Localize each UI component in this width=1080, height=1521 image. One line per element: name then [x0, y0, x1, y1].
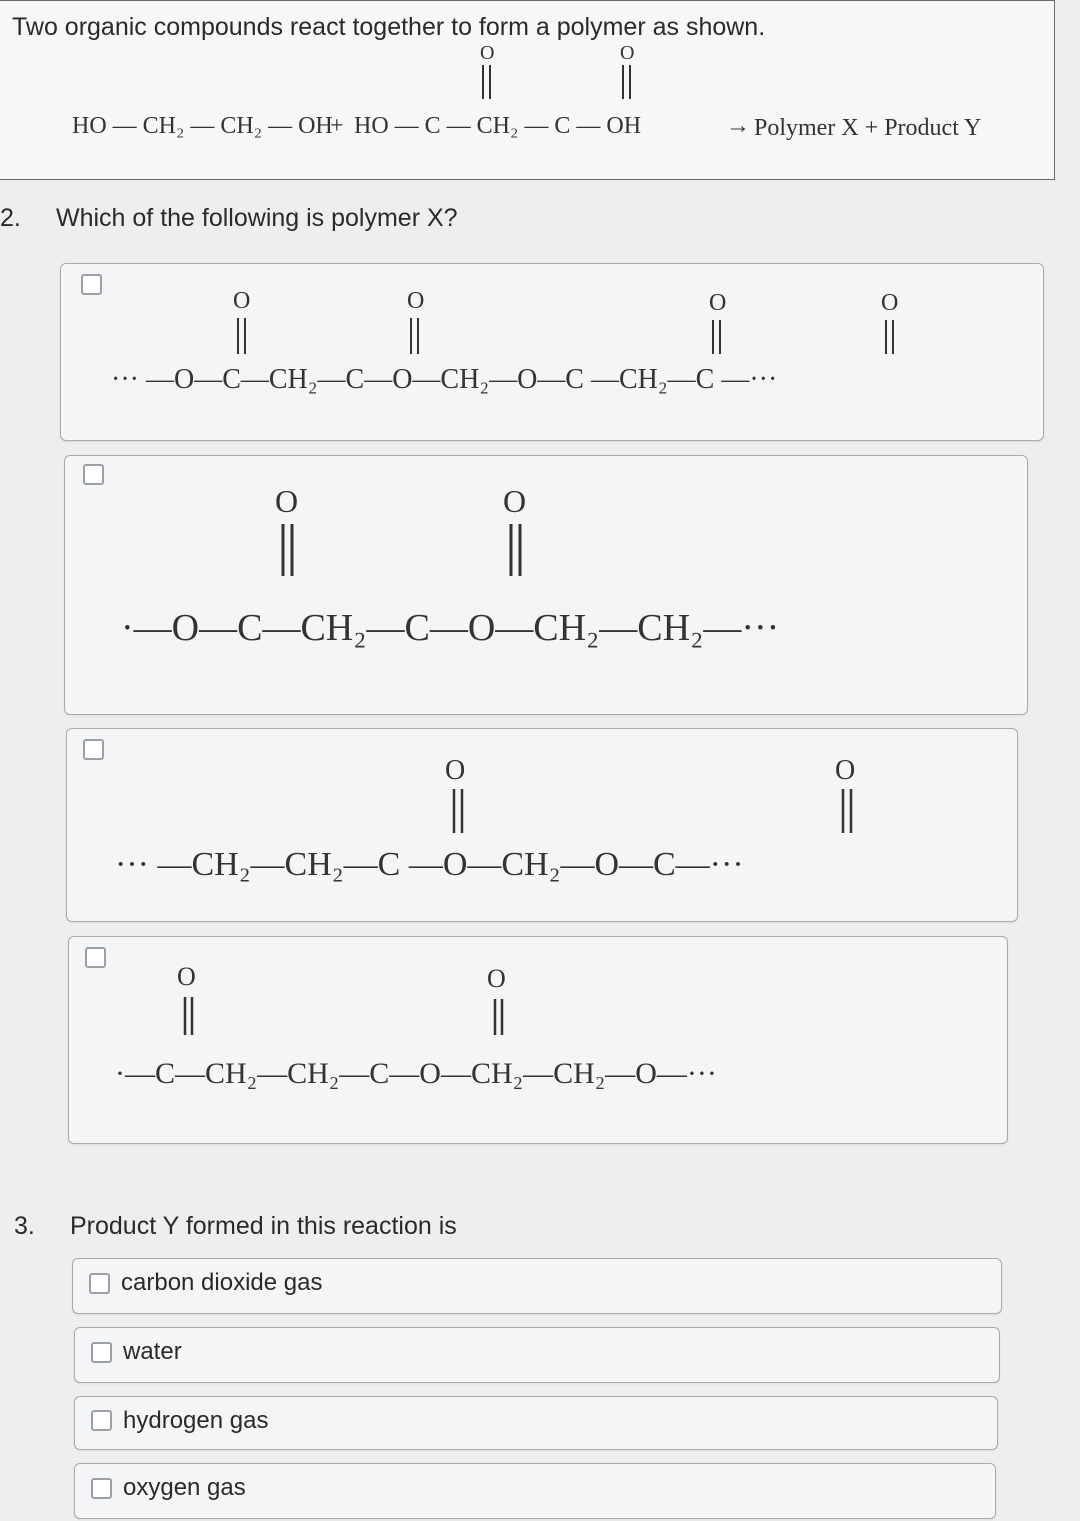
svg-text:O: O	[709, 290, 727, 316]
answer-label: hydrogen gas	[123, 1407, 269, 1434]
structure-b	[65, 456, 1027, 714]
svg-text:··· —CH₂—CH₂—C —O—CH₂—O—C—···: ··· —CH₂—CH₂—C —O—CH₂—O—C—···	[115, 846, 744, 883]
checkbox[interactable]	[89, 1273, 110, 1294]
svg-text:O: O	[275, 483, 299, 519]
answer-label: carbon dioxide gas	[121, 1269, 323, 1296]
svg-text:O: O	[881, 290, 899, 316]
carbonyl-o-1: O	[480, 42, 495, 64]
answer-option-hydrogen[interactable]	[74, 1396, 998, 1450]
polymer-option-c[interactable]	[66, 728, 1018, 922]
answer-option-water[interactable]	[74, 1327, 1000, 1383]
answer-label: water	[123, 1338, 182, 1365]
svg-text:·—C—CH₂—CH₂—C—O—CH₂—CH₂—O—···: ·—C—CH₂—CH₂—C—O—CH₂—CH₂—O—···	[115, 1057, 717, 1090]
structure-d	[69, 937, 1007, 1143]
polymer-option-b[interactable]	[64, 455, 1028, 715]
svg-text:O: O	[407, 288, 425, 314]
products: Polymer X + Product Y	[754, 115, 982, 141]
checkbox[interactable]	[91, 1410, 112, 1431]
reactant-2: HO — C — CH₂ — C — OH	[354, 113, 642, 139]
plus-sign: +	[330, 113, 344, 139]
svg-text:O: O	[177, 962, 196, 991]
structure-a	[61, 264, 1043, 440]
structure-c	[67, 729, 1017, 921]
svg-text:O: O	[487, 964, 506, 993]
svg-text:·—O—C—CH₂—C—O—CH₂—CH₂—···: ·—O—C—CH₂—C—O—CH₂—CH₂—···	[121, 607, 780, 649]
answer-option-oxygen[interactable]	[74, 1463, 996, 1519]
reaction-equation	[72, 41, 1032, 151]
answer-label: oxygen gas	[123, 1474, 246, 1501]
question-2-number: 2.	[0, 204, 21, 232]
svg-text:O: O	[503, 483, 527, 519]
reactant-1: HO — CH₂ — CH₂ — OH	[72, 113, 333, 139]
polymer-option-d[interactable]	[68, 936, 1008, 1144]
svg-text:O: O	[445, 755, 466, 786]
question-2-text: Which of the following is polymer X?	[56, 204, 458, 232]
svg-text:O: O	[835, 755, 856, 786]
stem-text: Two organic compounds react together to form a polymer as shown.	[12, 13, 766, 41]
checkbox[interactable]	[91, 1478, 112, 1499]
answer-option-carbon-dioxide[interactable]	[72, 1258, 1002, 1314]
polymer-option-a[interactable]	[60, 263, 1044, 441]
question-3-number: 3.	[14, 1212, 35, 1240]
svg-text:O: O	[233, 288, 251, 314]
carbonyl-o-2: O	[620, 42, 635, 64]
question-stem-box	[0, 0, 1055, 180]
reaction-arrow: →	[726, 113, 750, 139]
question-3-text: Product Y formed in this reaction is	[70, 1212, 457, 1240]
svg-text:··· —O—C—CH₂—C—O—CH₂—O—C —CH₂—: ··· —O—C—CH₂—C—O—CH₂—O—C —CH₂—C —···	[111, 364, 778, 395]
checkbox[interactable]	[91, 1342, 112, 1363]
